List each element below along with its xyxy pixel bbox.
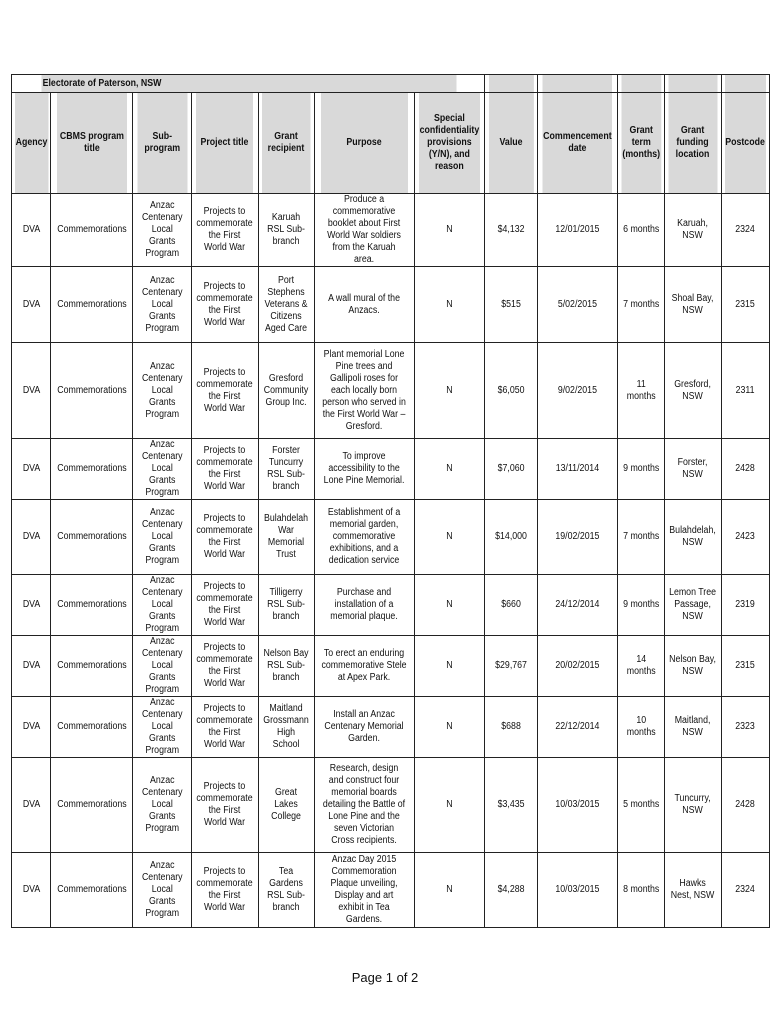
- cell-agency: DVA: [14, 636, 48, 697]
- header-row: [12, 93, 770, 194]
- header-commencement-date: Commencement date: [542, 93, 613, 194]
- cell-confidentiality: N: [418, 697, 480, 758]
- table-row: [12, 267, 770, 343]
- cell-agency: DVA: [14, 500, 48, 575]
- cell-funding-location: Nelson Bay, NSW: [668, 636, 718, 697]
- page-number: Page 1 of 2: [351, 970, 419, 985]
- cell-project-title: Projects to commemorate the First World War: [195, 343, 254, 439]
- cell-grant-recipient: Bulahdelah War Memorial Trust: [261, 500, 310, 575]
- cell-grant-recipient: Forster Tuncurry RSL Sub-branch: [261, 439, 310, 500]
- cell-agency: DVA: [14, 343, 48, 439]
- cell-confidentiality: N: [418, 636, 480, 697]
- cell-postcode: 2319: [724, 575, 766, 636]
- cell-project-title: Projects to commemorate the First World War: [195, 697, 254, 758]
- cell-grant-term: 9 months: [621, 439, 662, 500]
- cell-cbms-program-title: Commemorations: [56, 853, 128, 928]
- cell-commencement-date: 9/02/2015: [542, 343, 613, 439]
- cell-grant-recipient: Tilligerry RSL Sub-branch: [261, 575, 310, 636]
- cell-confidentiality: N: [418, 439, 480, 500]
- cell-commencement-date: 19/02/2015: [542, 500, 613, 575]
- table-row: [12, 439, 770, 500]
- cell-purpose: Produce a commemorative booklet about First World War soldiers from the Karuah area.: [320, 194, 408, 267]
- cell-grant-recipient: Port Stephens Veterans & Citizens Aged Care: [261, 267, 310, 343]
- cell-grant-term: 10 months: [621, 697, 662, 758]
- cell-grant-recipient: Great Lakes College: [261, 758, 310, 853]
- cell-agency: DVA: [14, 758, 48, 853]
- cell-value: $29,767: [488, 636, 534, 697]
- cell-agency: DVA: [14, 267, 48, 343]
- cell-confidentiality: N: [418, 500, 480, 575]
- table-row: [12, 636, 770, 697]
- cell-confidentiality: N: [418, 853, 480, 928]
- cell-funding-location: Forster, NSW: [668, 439, 718, 500]
- header-postcode: Postcode: [724, 93, 766, 194]
- cell-value: $688: [488, 697, 534, 758]
- header-purpose: Purpose: [320, 93, 408, 194]
- cell-confidentiality: N: [418, 267, 480, 343]
- cell-sub-program: Anzac Centenary Local Grants Program: [136, 343, 188, 439]
- cell-agency: DVA: [14, 853, 48, 928]
- cell-grant-recipient: Gresford Community Group Inc.: [261, 343, 310, 439]
- grants-table: [11, 74, 770, 928]
- header-confidentiality: Special confidentiality provisions (Y/N), and reason: [418, 93, 480, 194]
- cell-project-title: Projects to commemorate the First World War: [195, 194, 254, 267]
- cell-sub-program: Anzac Centenary Local Grants Program: [136, 636, 188, 697]
- header-cbms-program-title: CBMS program title: [56, 93, 128, 194]
- header-funding-location: Grant funding location: [668, 93, 718, 194]
- cell-postcode: 2428: [724, 439, 766, 500]
- table-row: [12, 697, 770, 758]
- cell-agency: DVA: [14, 194, 48, 267]
- cell-commencement-date: 10/03/2015: [542, 853, 613, 928]
- cell-postcode: 2315: [724, 267, 766, 343]
- table-row: [12, 343, 770, 439]
- cell-postcode: 2323: [724, 697, 766, 758]
- cell-funding-location: Shoal Bay, NSW: [668, 267, 718, 343]
- cell-grant-term: 6 months: [621, 194, 662, 267]
- cell-commencement-date: 5/02/2015: [542, 267, 613, 343]
- cell-grant-term: 9 months: [621, 575, 662, 636]
- table-row: [12, 853, 770, 928]
- cell-sub-program: Anzac Centenary Local Grants Program: [136, 500, 188, 575]
- cell-purpose: To erect an enduring commemorative Stele at Apex Park.: [320, 636, 408, 697]
- cell-grant-term: 8 months: [621, 853, 662, 928]
- title-row: [12, 75, 770, 93]
- cell-postcode: 2311: [724, 343, 766, 439]
- cell-value: $6,050: [488, 343, 534, 439]
- cell-grant-recipient: Nelson Bay RSL Sub-branch: [261, 636, 310, 697]
- cell-sub-program: Anzac Centenary Local Grants Program: [136, 194, 188, 267]
- cell-grant-recipient: Tea Gardens RSL Sub-branch: [261, 853, 310, 928]
- cell-value: $14,000: [488, 500, 534, 575]
- cell-cbms-program-title: Commemorations: [56, 500, 128, 575]
- cell-cbms-program-title: Commemorations: [56, 194, 128, 267]
- cell-commencement-date: 10/03/2015: [542, 758, 613, 853]
- cell-commencement-date: 20/02/2015: [542, 636, 613, 697]
- cell-project-title: Projects to commemorate the First World War: [195, 853, 254, 928]
- header-grant-term: Grant term (months): [621, 93, 662, 194]
- cell-value: $4,288: [488, 853, 534, 928]
- cell-purpose: Research, design and construct four memorial boards detailing the Battle of Lone Pine and the seven Victorian Cross recipients.: [320, 758, 408, 853]
- cell-confidentiality: N: [418, 575, 480, 636]
- cell-purpose: To improve accessibility to the Lone Pine Memorial.: [320, 439, 408, 500]
- cell-sub-program: Anzac Centenary Local Grants Program: [136, 439, 188, 500]
- cell-value: $515: [488, 267, 534, 343]
- table-row: [12, 194, 770, 267]
- cell-value: $3,435: [488, 758, 534, 853]
- header-sub-program: Sub-program: [136, 93, 188, 194]
- table-row: [12, 500, 770, 575]
- cell-purpose: Purchase and installation of a memorial plaque.: [320, 575, 408, 636]
- cell-funding-location: Tuncurry, NSW: [668, 758, 718, 853]
- cell-commencement-date: 22/12/2014: [542, 697, 613, 758]
- cell-confidentiality: N: [418, 758, 480, 853]
- cell-purpose: Anzac Day 2015 Commemoration Plaque unveiling, Display and art exhibit in Tea Gardens.: [320, 853, 408, 928]
- cell-funding-location: Lemon Tree Passage, NSW: [668, 575, 718, 636]
- cell-agency: DVA: [14, 439, 48, 500]
- cell-purpose: Plant memorial Lone Pine trees and Gallipoli roses for each locally born person who served in the First World War – Gresford.: [320, 343, 408, 439]
- cell-sub-program: Anzac Centenary Local Grants Program: [136, 697, 188, 758]
- cell-purpose: A wall mural of the Anzacs.: [320, 267, 408, 343]
- cell-value: $4,132: [488, 194, 534, 267]
- cell-project-title: Projects to commemorate the First World War: [195, 636, 254, 697]
- header-agency: Agency: [14, 93, 48, 194]
- cell-grant-recipient: Karuah RSL Sub-branch: [261, 194, 310, 267]
- cell-sub-program: Anzac Centenary Local Grants Program: [136, 853, 188, 928]
- cell-commencement-date: 12/01/2015: [542, 194, 613, 267]
- header-value: Value: [488, 93, 534, 194]
- cell-funding-location: Hawks Nest, NSW: [668, 853, 718, 928]
- cell-project-title: Projects to commemorate the First World War: [195, 575, 254, 636]
- cell-postcode: 2423: [724, 500, 766, 575]
- table-row: [12, 575, 770, 636]
- cell-value: $660: [488, 575, 534, 636]
- header-project-title: Project title: [195, 93, 254, 194]
- cell-cbms-program-title: Commemorations: [56, 758, 128, 853]
- cell-funding-location: Maitland, NSW: [668, 697, 718, 758]
- cell-value: $7,060: [488, 439, 534, 500]
- cell-sub-program: Anzac Centenary Local Grants Program: [136, 575, 188, 636]
- cell-confidentiality: N: [418, 194, 480, 267]
- cell-cbms-program-title: Commemorations: [56, 343, 128, 439]
- cell-purpose: Establishment of a memorial garden, commemorative exhibitions, and a dedication service: [320, 500, 408, 575]
- cell-funding-location: Gresford, NSW: [668, 343, 718, 439]
- cell-sub-program: Anzac Centenary Local Grants Program: [136, 758, 188, 853]
- cell-grant-term: 7 months: [621, 267, 662, 343]
- cell-project-title: Projects to commemorate the First World War: [195, 267, 254, 343]
- table-row: [12, 758, 770, 853]
- header-grant-recipient: Grant recipient: [261, 93, 310, 194]
- cell-purpose: Install an Anzac Centenary Memorial Garden.: [320, 697, 408, 758]
- cell-cbms-program-title: Commemorations: [56, 636, 128, 697]
- cell-postcode: 2324: [724, 853, 766, 928]
- cell-agency: DVA: [14, 697, 48, 758]
- cell-grant-term: 5 months: [621, 758, 662, 853]
- cell-postcode: 2315: [724, 636, 766, 697]
- cell-funding-location: Bulahdelah, NSW: [668, 500, 718, 575]
- cell-funding-location: Karuah, NSW: [668, 194, 718, 267]
- cell-project-title: Projects to commemorate the First World War: [195, 500, 254, 575]
- cell-grant-term: 11 months: [621, 343, 662, 439]
- cell-postcode: 2324: [724, 194, 766, 267]
- electorate-title: Electorate of Paterson, NSW: [40, 75, 457, 93]
- cell-commencement-date: 24/12/2014: [542, 575, 613, 636]
- cell-sub-program: Anzac Centenary Local Grants Program: [136, 267, 188, 343]
- cell-project-title: Projects to commemorate the First World War: [195, 439, 254, 500]
- cell-cbms-program-title: Commemorations: [56, 439, 128, 500]
- cell-confidentiality: N: [418, 343, 480, 439]
- cell-grant-recipient: Maitland Grossmann High School: [261, 697, 310, 758]
- cell-cbms-program-title: Commemorations: [56, 575, 128, 636]
- cell-project-title: Projects to commemorate the First World War: [195, 758, 254, 853]
- cell-agency: DVA: [14, 575, 48, 636]
- cell-grant-term: 14 months: [621, 636, 662, 697]
- cell-cbms-program-title: Commemorations: [56, 697, 128, 758]
- cell-grant-term: 7 months: [621, 500, 662, 575]
- cell-postcode: 2428: [724, 758, 766, 853]
- cell-cbms-program-title: Commemorations: [56, 267, 128, 343]
- cell-commencement-date: 13/11/2014: [542, 439, 613, 500]
